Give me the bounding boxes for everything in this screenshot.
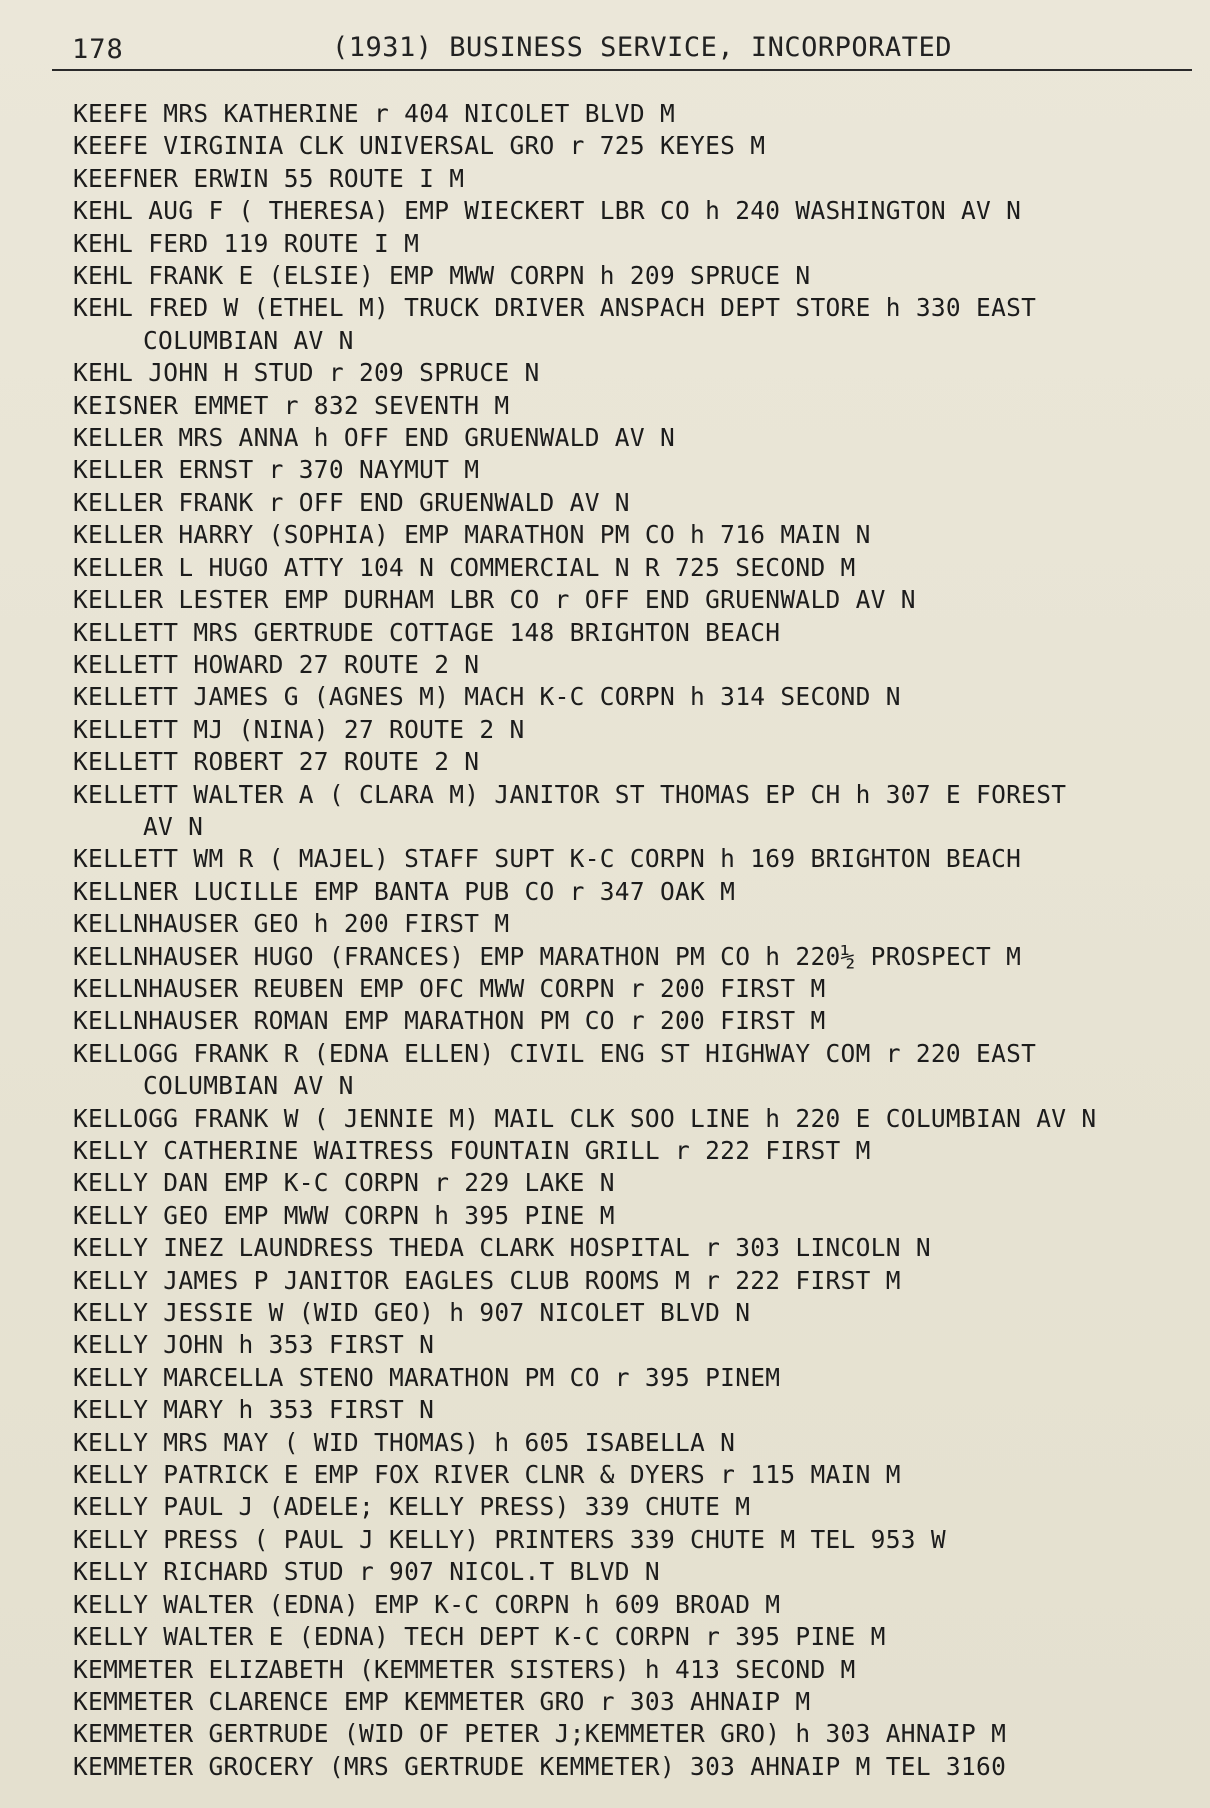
directory-entry: KEHL FERD 119 ROUTE I M <box>73 228 420 258</box>
directory-entry: KELLER MRS ANNA h OFF END GRUENWALD AV N <box>73 423 676 453</box>
directory-entry: KELLER L HUGO ATTY 104 N COMMERCIAL N R 725 SECOND M <box>73 552 856 582</box>
directory-entry: KEEFE MRS KATHERINE r 404 NICOLET BLVD M <box>73 99 676 128</box>
directory-entry: KEMMETER GROCERY (MRS GERTRUDE KEMMETER) 303 AHNAIP M TEL 3160 <box>73 1751 1007 1781</box>
directory-entries <box>73 98 1203 1783</box>
running-head: (1931) BUSINESS SERVICE, INCORPORATED <box>332 32 952 63</box>
directory-entry: KELLY WALTER (EDNA) EMP K-C CORPN h 609 BROAD M <box>73 1589 781 1619</box>
directory-entry: KELLOGG FRANK R (EDNA ELLEN) CIVIL ENG ST HIGHWAY COM r 220 EAST <box>73 1038 1037 1068</box>
directory-entry: KELLY JOHN h 353 FIRST N <box>73 1330 435 1360</box>
directory-entry: KELLY WALTER E (EDNA) TECH DEPT K-C CORPN r 395 PINE M <box>73 1622 886 1652</box>
directory-entry-continuation: COLUMBIAN AV N <box>143 325 354 355</box>
directory-entry: KEHL FRED W (ETHEL M) TRUCK DRIVER ANSPACH DEPT STORE h 330 EAST <box>73 293 1037 323</box>
directory-entry: KELLNHAUSER ROMAN EMP MARATHON PM CO r 200 FIRST M <box>73 1006 826 1036</box>
directory-entry: KELLY MARY h 353 FIRST N <box>73 1395 435 1425</box>
directory-entry: KELLY PRESS ( PAUL J KELLY) PRINTERS 339 CHUTE M TEL 953 W <box>73 1524 946 1554</box>
directory-entry: KEEFNER ERWIN 55 ROUTE I M <box>73 163 465 193</box>
page-header <box>70 28 1190 68</box>
directory-entry: KELLY PATRICK E EMP FOX RIVER CLNR & DYERS r 115 MAIN M <box>73 1460 901 1490</box>
directory-entry: KELLY RICHARD STUD r 907 NICOL.T BLVD N <box>73 1557 660 1587</box>
directory-entry: KEHL AUG F ( THERESA) EMP WIECKERT LBR CO h 240 WASHINGTON AV N <box>73 196 1022 226</box>
directory-entry: KELLNER LUCILLE EMP BANTA PUB CO r 347 OAK M <box>73 876 736 906</box>
directory-entry: KELLNHAUSER GEO h 200 FIRST M <box>73 909 510 939</box>
directory-entry: KELLY JESSIE W (WID GEO) h 907 NICOLET BLVD N <box>73 1298 751 1328</box>
directory-entry: KELLETT JAMES G (AGNES M) MACH K-C CORPN h 314 SECOND N <box>73 682 901 712</box>
header-rule <box>52 69 1192 71</box>
directory-entry: KELLETT WM R ( MAJEL) STAFF SUPT K-C CORPN h 169 BRIGHTON BEACH <box>73 844 1022 874</box>
directory-entry: KEMMETER GERTRUDE (WID OF PETER J;KEMMETER GRO) h 303 AHNAIP M <box>73 1719 1007 1749</box>
directory-entry: KELLER ERNST r 370 NAYMUT M <box>73 455 480 485</box>
directory-entry: KELLY MARCELLA STENO MARATHON PM CO r 395 PINEM <box>73 1362 781 1392</box>
directory-entry: KELLY INEZ LAUNDRESS THEDA CLARK HOSPITAL r 303 LINCOLN N <box>73 1233 931 1263</box>
directory-entry: KELLETT ROBERT 27 ROUTE 2 N <box>73 747 480 777</box>
directory-entry: KEMMETER ELIZABETH (KEMMETER SISTERS) h 413 SECOND M <box>73 1654 856 1684</box>
directory-entry: KEMMETER CLARENCE EMP KEMMETER GRO r 303 AHNAIP M <box>73 1686 811 1716</box>
directory-entry: KEISNER EMMET r 832 SEVENTH M <box>73 390 510 420</box>
directory-entry: KELLETT MJ (NINA) 27 ROUTE 2 N <box>73 714 525 744</box>
directory-entry: KELLER HARRY (SOPHIA) EMP MARATHON PM CO h 716 MAIN N <box>73 520 871 550</box>
directory-entry: KELLETT MRS GERTRUDE COTTAGE 148 BRIGHTON BEACH <box>73 617 781 647</box>
directory-entry: KELLOGG FRANK W ( JENNIE M) MAIL CLK SOO LINE h 220 E COLUMBIAN AV N <box>73 1103 1097 1133</box>
page-number: 178 <box>72 34 124 65</box>
directory-entry: KEEFE VIRGINIA CLK UNIVERSAL GRO r 725 KEYES M <box>73 131 766 161</box>
directory-entry: KELLER LESTER EMP DURHAM LBR CO r OFF END GRUENWALD AV N <box>73 585 916 615</box>
directory-entry: KELLNHAUSER HUGO (FRANCES) EMP MARATHON PM CO h 220½ PROSPECT M <box>73 941 1022 971</box>
directory-entry: KELLY CATHERINE WAITRESS FOUNTAIN GRILL r 222 FIRST M <box>73 1136 871 1165</box>
directory-entry-continuation: COLUMBIAN AV N <box>143 1071 354 1101</box>
directory-entry: KELLY DAN EMP K-C CORPN r 229 LAKE N <box>73 1168 615 1198</box>
directory-entry: KELLETT WALTER A ( CLARA M) JANITOR ST THOMAS EP CH h 307 E FOREST <box>73 779 1067 809</box>
directory-entry: KELLER FRANK r OFF END GRUENWALD AV N <box>73 487 630 517</box>
directory-entry: KEHL FRANK E (ELSIE) EMP MWW CORPN h 209 SPRUCE N <box>73 261 811 291</box>
directory-entry: KELLY JAMES P JANITOR EAGLES CLUB ROOMS M r 222 FIRST M <box>73 1265 901 1295</box>
directory-entry-continuation: AV N <box>143 811 204 841</box>
directory-entry: KELLETT HOWARD 27 ROUTE 2 N <box>73 649 480 679</box>
directory-entry: KELLY MRS MAY ( WID THOMAS) h 605 ISABELLA N <box>73 1427 736 1457</box>
directory-entry: KELLY PAUL J (ADELE; KELLY PRESS) 339 CHUTE M <box>73 1492 751 1522</box>
directory-entry: KEHL JOHN H STUD r 209 SPRUCE N <box>73 358 540 388</box>
directory-entry: KELLY GEO EMP MWW CORPN h 395 PINE M <box>73 1200 615 1230</box>
directory-entry: KELLNHAUSER REUBEN EMP OFC MWW CORPN r 200 FIRST M <box>73 973 826 1003</box>
